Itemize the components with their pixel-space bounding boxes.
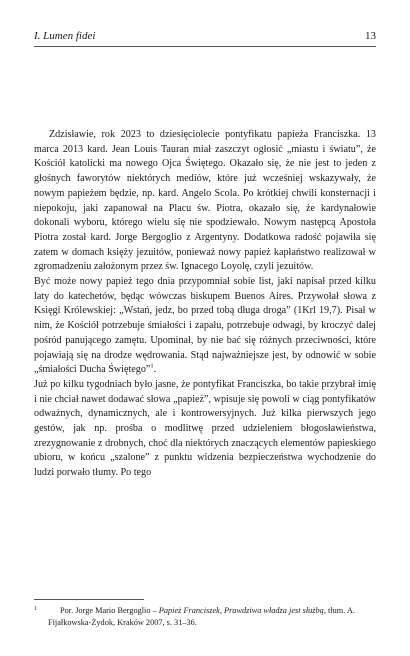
main-text (34, 128, 376, 481)
chapter-title: I. Lumen fidei (34, 30, 96, 42)
paragraph: Już po kilku tygodniach było jasne, że pontyfikat Franciszka, bo takie przybrał imię i nie chciał nawet dodawać słowa „papież”, wpisuje się powoli w ciąg pontyfikatów odważnych, dynamicznych, ale i kontrowersyjnych. Już kilka pierwszych jego gestów, jak np. prośba o modlitwę przed udzieleniem błogosławieństwa, zrezygnowanie z drobnych, choć dla niektórych znaczących elementów papieskiego ubioru, w końcu „szalone” z punktu widzenia bezpieczeństwa wychodzenie do ludzi porwało tłumy. Po tego (34, 378, 376, 479)
footnote-reference: 1 (150, 362, 154, 370)
paragraph-text: Być może nowy papież tego dnia przypomniał sobie list, jaki napisał przed kilku laty do katechetów, będąc wówczas biskupem Buenos Aires. Przywołał słowa z Księgi Królewskiej: „Wstań, jedz, bo przed tobą długa droga” (1Krl 19,7). Pisał w nim, że Kościół potrzebuje śmiałości i zapału, potrzebuje odwagi, by kroczyć dalej pośród panującego zamętu. Upominał, by nie bać się różnych przeciwności, które pojawiają się na drodze wędrowania. Stąd najważniejsze jest, by odnowić w sobie „śmiałości Ducha Świętego” (34, 276, 376, 376)
footnote-prefix: Por. Jorge Mario Bergoglio – (60, 606, 159, 615)
paragraph: Zdzisławie, rok 2023 to dziesięciolecie pontyfikatu papieża Franciszka. 13 marca 2013 kard. Jean Louis Tauran miał zaszczyt ogłosić „miastu i światu”, że Kościół katolicki ma nowego Ojca Świętego. Okazało się, że nie jest to jeden z głośnych faworytów niektórych mediów, które już wcześniej wskazywały, że nowym papieżem będzie, np. kard. Angelo Scola. Po krótkiej chwili konsternacji i niepokoju, jaki zapanował na Placu św. Piotra, okazało się, że kardynałowie dokonali wyboru, którego wielu się nie spodziewało. Nowym następcą Apostoła Piotra został kard. Jorge Bergoglio z Argentyny. Dodatkowa radość pojawiła się zatem w domach księży jezuitów, ponieważ nowy papież kapłaństwo realizował w zgromadzeniu założonym przez św. Ignacego Loyolę, czyli jezuitów. (34, 129, 376, 273)
footnote-book-title: Papież Franciszek, Prawdziwa władza jest służbą (158, 606, 324, 615)
page-number: 13 (365, 30, 376, 42)
footnote-separator (34, 599, 144, 600)
footnote-number: 1 (34, 606, 37, 612)
footnote-text (48, 605, 376, 629)
running-header (34, 28, 376, 47)
footnote-suffix: , tłum. A. Fijałkowska-Żydok, Kraków 2007, s. 31–36. (48, 606, 355, 627)
footnote (34, 605, 376, 629)
paragraph: Być może nowy papież tego dnia przypomniał sobie list, jaki napisał przed kilku laty do katechetów, będąc wówczas biskupem Buenos Aires. Przywołał słowa z Księgi Królewskiej: „Wstań, jedz, bo przed tobą długa droga” (1Krl 19,7). Pisał w nim, że Kościół potrzebuje śmiałości i zapału, potrzebuje odwagi, by kroczyć dalej pośród panującego zamętu. Upominał, by nie bać się różnych przeciwności, które pojawiają się na drodze wędrowania. Stąd najważniejsze jest, by odnowić w sobie „śmiałości Ducha Świętego”$^1$. (34, 276, 376, 376)
